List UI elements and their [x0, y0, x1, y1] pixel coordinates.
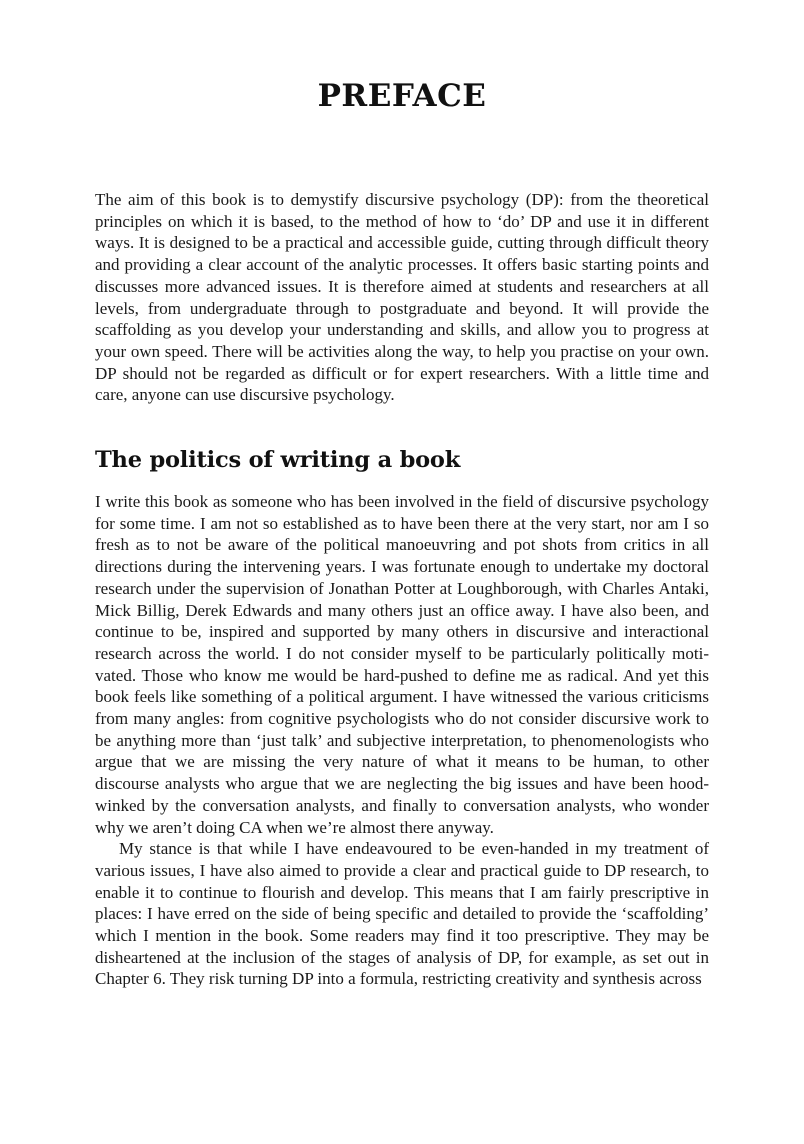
intro-section — [95, 189, 709, 406]
page-title: PREFACE — [317, 78, 487, 114]
section-heading: The politics of writing a book — [95, 447, 461, 473]
section-paragraph: My stance is that while I have endeavoured to be even-handed in my treatment of various issues, I have also aimed to provide a clear and practical guide to DP research, to enable it to continue to flourish and develop. This means that I am fairly prescriptive in places: I have erred on the side of being specific and detailed to provide the ‘scaffolding’ which I mention in the book. Some readers may find it too prescriptive. They may be disheartened at the inclusion of the stages of analysis of DP, for example, as set out in Chapter 6. They risk turning DP into a formula, restricting creativity and synthesis across — [95, 839, 709, 989]
section-paragraph: I write this book as someone who has been involved in the field of discursive psychology for some time. I am not so established as to have been there at the very start, nor am I so fresh as to not be aware of the political manoeuvring and pot shots from critics in all directions during the intervening years. I was fortunate enough to undertake my doctoral research under the supervision of Jonathan Potter at Loughborough, with Charles Antaki, Mick Billig, Derek Edwards and many others just an office away. I have also been, and continue to be, inspired and supported by many others in discursive and interactional research across the world. I do not consider myself to be particularly politically motivated. Those who know me would be hard-pushed to define me as radical. And yet this book feels like something of a political argument. I have witnessed the various criticisms from many angles: from cognitive psychologists who do not consider discursive work to be anything more than ‘just talk’ and subjective interpretation, to phenomenologists who argue that we are missing the very nature of what it means to be human, to other discourse analysts who argue that we are neglecting the big issues and have been hoodwinked by the conversation analysts, and finally to conversation analysts, who wonder why we aren’t doing CA when we’re almost there anyway. — [95, 492, 709, 837]
section-body — [95, 491, 709, 990]
intro-paragraph: The aim of this book is to demystify discursive psychology (DP): from the theoretical principles on which it is based, to the method of how to ‘do’ DP and use it in different ways. It is designed to be a practical and accessible guide, cutting through difficult theory and providing a clear account of the analytic processes. It offers basic starting points and discusses more advanced issues. It is therefore aimed at students and researchers at all levels, from undergraduate through to postgraduate and beyond. It will provide the scaffolding as you develop your understanding and skills, and allow you to progress at your own speed. There will be activities along the way, to help you practise on your own. DP should not be regarded as difficult or for expert researchers. With a little time and care, anyone can use discursive psychology. — [95, 190, 709, 405]
